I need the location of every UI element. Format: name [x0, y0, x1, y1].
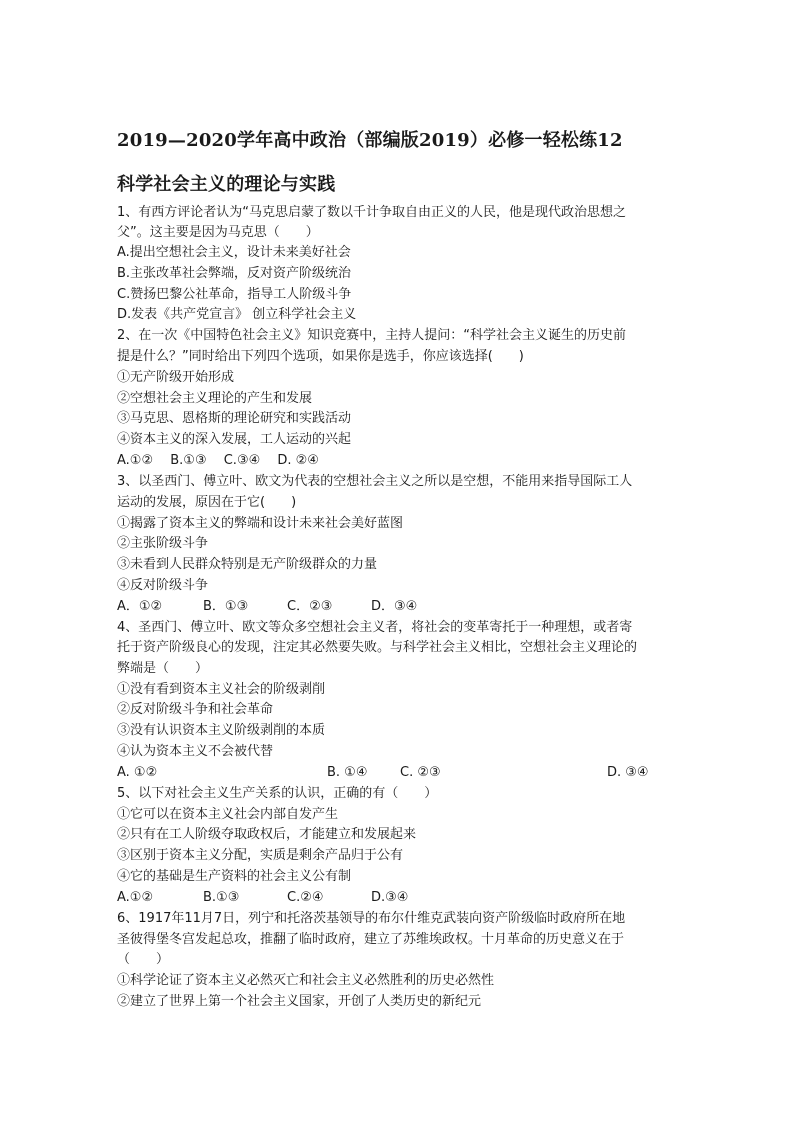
q4-option-b: B. ①④	[327, 765, 368, 780]
q4-option-d: D. ③④	[607, 765, 649, 780]
q2-item-4: ④资本主义的深入发展，工人运动的兴起	[117, 432, 352, 447]
q2-item-2: ②空想社会主义理论的产生和发展	[117, 391, 313, 406]
q4-option-c: C. ②③	[400, 765, 441, 780]
document-title-line-1: 2019—2020学年高中政治（部编版2019）必修一轻松练12	[117, 130, 623, 151]
q2-item-3: ③马克思、恩格斯的理论研究和实践活动	[117, 411, 352, 426]
document-title-line-2: 科学社会主义的理论与实践	[117, 174, 336, 195]
q1-option-c: C.赞扬巴黎公社革命，指导工人阶级斗争	[117, 287, 352, 302]
q4-stem-line-2: 托于资产阶级良心的发现，注定其必然要失败。与科学社会主义相比，空想社会主义理论的	[117, 640, 638, 655]
q5-item-4: ④它的基础是生产资料的社会主义公有制	[117, 869, 352, 884]
q6-stem-line-1: 6、1917年11月7日，列宁和托洛茨基领导的布尔什维克武装向资产阶级临时政府所在地	[117, 911, 626, 926]
q6-stem-line-2: 圣彼得堡冬宫发起总攻，推翻了临时政府，建立了苏维埃政权。十月革命的历史意义在于	[117, 932, 625, 947]
q4-stem-line-3: 弊端是（ ）	[117, 661, 209, 676]
q6-item-2: ②建立了世界上第一个社会主义国家，开创了人类历史的新纪元	[117, 994, 482, 1009]
q3-option-a: A．①②	[117, 599, 163, 614]
q3-option-c: C．②③	[287, 599, 333, 614]
q5-option-a: A.①②	[117, 890, 154, 905]
q3-option-b: B．①③	[203, 599, 249, 614]
q6-stem-line-3: （ ）	[117, 952, 170, 967]
q4-item-1: ①没有看到资本主义社会的阶级剥削	[117, 682, 326, 697]
q4-option-a: A. ①②	[117, 765, 158, 780]
q3-option-d: D．③④	[371, 599, 418, 614]
q4-item-4: ④认为资本主义不会被代替	[117, 744, 274, 759]
q2-item-1: ①无产阶级开始形成	[117, 370, 235, 385]
q5-option-b: B.①③	[203, 890, 240, 905]
q3-stem-line-2: 运动的发展，原因在于它( )	[117, 495, 297, 510]
q2-choices: A.①② B.①③ C.③④ D. ②④	[117, 453, 319, 468]
q5-stem: 5、以下对社会主义生产关系的认识，正确的有（ ）	[117, 786, 438, 801]
q1-stem-line-2: 父”。这主要是因为马克思（ ）	[117, 225, 319, 240]
q4-stem-line-1: 4、圣西门、傅立叶、欧文等众多空想社会主义者，将社会的变革寄托于一种理想，或者寄	[117, 620, 633, 635]
q2-stem-line-1: 2、在一次《中国特色社会主义》知识竞赛中，主持人提问：“科学社会主义诞生的历史前	[117, 328, 627, 343]
q4-item-3: ③没有认识资本主义阶级剥削的本质	[117, 723, 326, 738]
q5-item-1: ①它可以在资本主义社会内部自发产生	[117, 807, 339, 822]
q5-item-3: ③区别于资本主义分配，实质是剩余产品归于公有	[117, 848, 404, 863]
q2-stem-line-2: 提是什么？”同时给出下列四个选项，如果你是选手，你应该选择( )	[117, 349, 524, 364]
q5-item-2: ②只有在工人阶级夺取政权后，才能建立和发展起来	[117, 827, 417, 842]
q3-item-4: ④反对阶级斗争	[117, 578, 209, 593]
q5-option-c: C.②④	[287, 890, 324, 905]
q3-item-2: ②主张阶级斗争	[117, 536, 209, 551]
q1-option-b: B.主张改革社会弊端，反对资产阶级统治	[117, 266, 352, 281]
q1-option-d: D.发表《共产党宣言》 创立科学社会主义	[117, 307, 357, 322]
q3-item-1: ①揭露了资本主义的弊端和设计未来社会美好蓝图	[117, 516, 404, 531]
q5-option-d: D.③④	[371, 890, 409, 905]
q1-option-a: A.提出空想社会主义，设计未来美好社会	[117, 245, 351, 260]
q6-item-1: ①科学论证了资本主义必然灭亡和社会主义必然胜利的历史必然性	[117, 973, 495, 988]
q3-item-3: ③未看到人民群众特别是无产阶级群众的力量	[117, 557, 378, 572]
q3-stem-line-1: 3、以圣西门、傅立叶、欧文为代表的空想社会主义之所以是空想，不能用来指导国际工人	[117, 474, 633, 489]
q1-stem-line-1: 1、有西方评论者认为“马克思启蒙了数以千计争取自由正义的人民，他是现代政治思想之	[117, 205, 627, 220]
q4-item-2: ②反对阶级斗争和社会革命	[117, 702, 274, 717]
